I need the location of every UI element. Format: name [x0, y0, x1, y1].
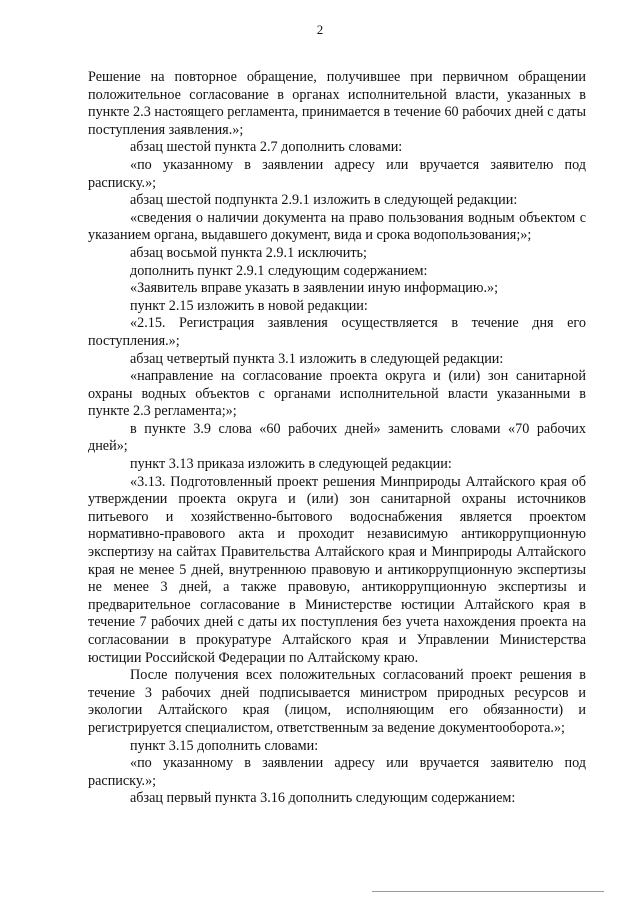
paragraph: абзац восьмой пункта 2.9.1 исключить;	[130, 244, 367, 261]
paragraph: в пункте 3.9 слова «60 рабочих дней» заменить словами «70 рабочих дней»;	[88, 420, 586, 455]
paragraph: После получения всех положительных согласований проект решения в течение 3 рабочих дней подписывается министром природных ресурсов и экологии Алтайского края (лицом, исполняющим его обязанности) и регистрируется специалистом, ответственным за ведение документооборота.»;	[88, 667, 586, 736]
paragraph: пункт 3.13 приказа изложить в следующей редакции:	[130, 456, 452, 473]
page-number: 2	[316, 22, 324, 37]
footer-rule	[372, 891, 604, 892]
paragraph: пункт 2.15 изложить в новой редакции:	[130, 297, 368, 314]
paragraph: «по указанному в заявлении адресу или вручается заявителю под расписку.»;	[88, 755, 586, 789]
paragraph: «2.15. Регистрация заявления осуществляется в течение дня его поступления.»;	[88, 315, 586, 349]
paragraph: Решение на повторное обращение, получившее при первичном обращении положительное согласование в органах исполнительной власти, указанных в пункте 2.3 настоящего регламента, принимается в течение 60 рабочих дней с даты поступления заявления.»;	[88, 69, 586, 138]
paragraph: пункт 3.15 дополнить словами:	[130, 737, 319, 754]
paragraph: абзац первый пункта 3.16 дополнить следующим содержанием:	[130, 790, 516, 807]
paragraph: дополнить пункт 2.9.1 следующим содержанием:	[130, 262, 428, 279]
paragraph: абзац четвертый пункта 3.1 изложить в следующей редакции:	[130, 350, 504, 367]
paragraph: «Заявитель вправе указать в заявлении иную информацию.»;	[130, 280, 499, 297]
paragraph: «сведения о наличии документа на право пользования водным объектом с указанием органа, выдавшего документ, вида и срока водопользования;»;	[88, 209, 586, 244]
paragraph: «3.13. Подготовленный проект решения Минприроды Алтайского края об утверждении проекта округа и (или) зон санитарной охраны источников питьевого и хозяйственно-бытового водоснабжения является проектом нормативно-правового акта и проходит независимую антикоррупционную экспертизу на сайтах Правительства Алтайского края и Минприроды Алтайского края не менее 5 дней, внутреннюю правовую и антикоррупционную экспертизы не менее 3 дней, а также правовую, антикоррупционную экспертизы и предварительное согласование в Министерстве юстиции Алтайского края в течение 7 рабочих дней с даты их поступления без учета нахождения проекта на согласовании в прокуратуре Алтайского края и Управлении Министерства юстиции Российской Федерации по Алтайскому краю.	[88, 473, 586, 666]
paragraph: абзац шестой пункта 2.7 дополнить словами:	[130, 139, 403, 156]
document-body	[88, 69, 586, 808]
paragraph: абзац шестой подпункта 2.9.1 изложить в следующей редакции:	[130, 192, 518, 209]
paragraph: «по указанному в заявлении адресу или вручается заявителю под расписку.»;	[88, 156, 586, 191]
paragraph: «направление на согласование проекта округа и (или) зон санитарной охраны водных объектов с органами исполнительной власти указанными в пункте 2.3 регламента;»;	[88, 368, 586, 420]
